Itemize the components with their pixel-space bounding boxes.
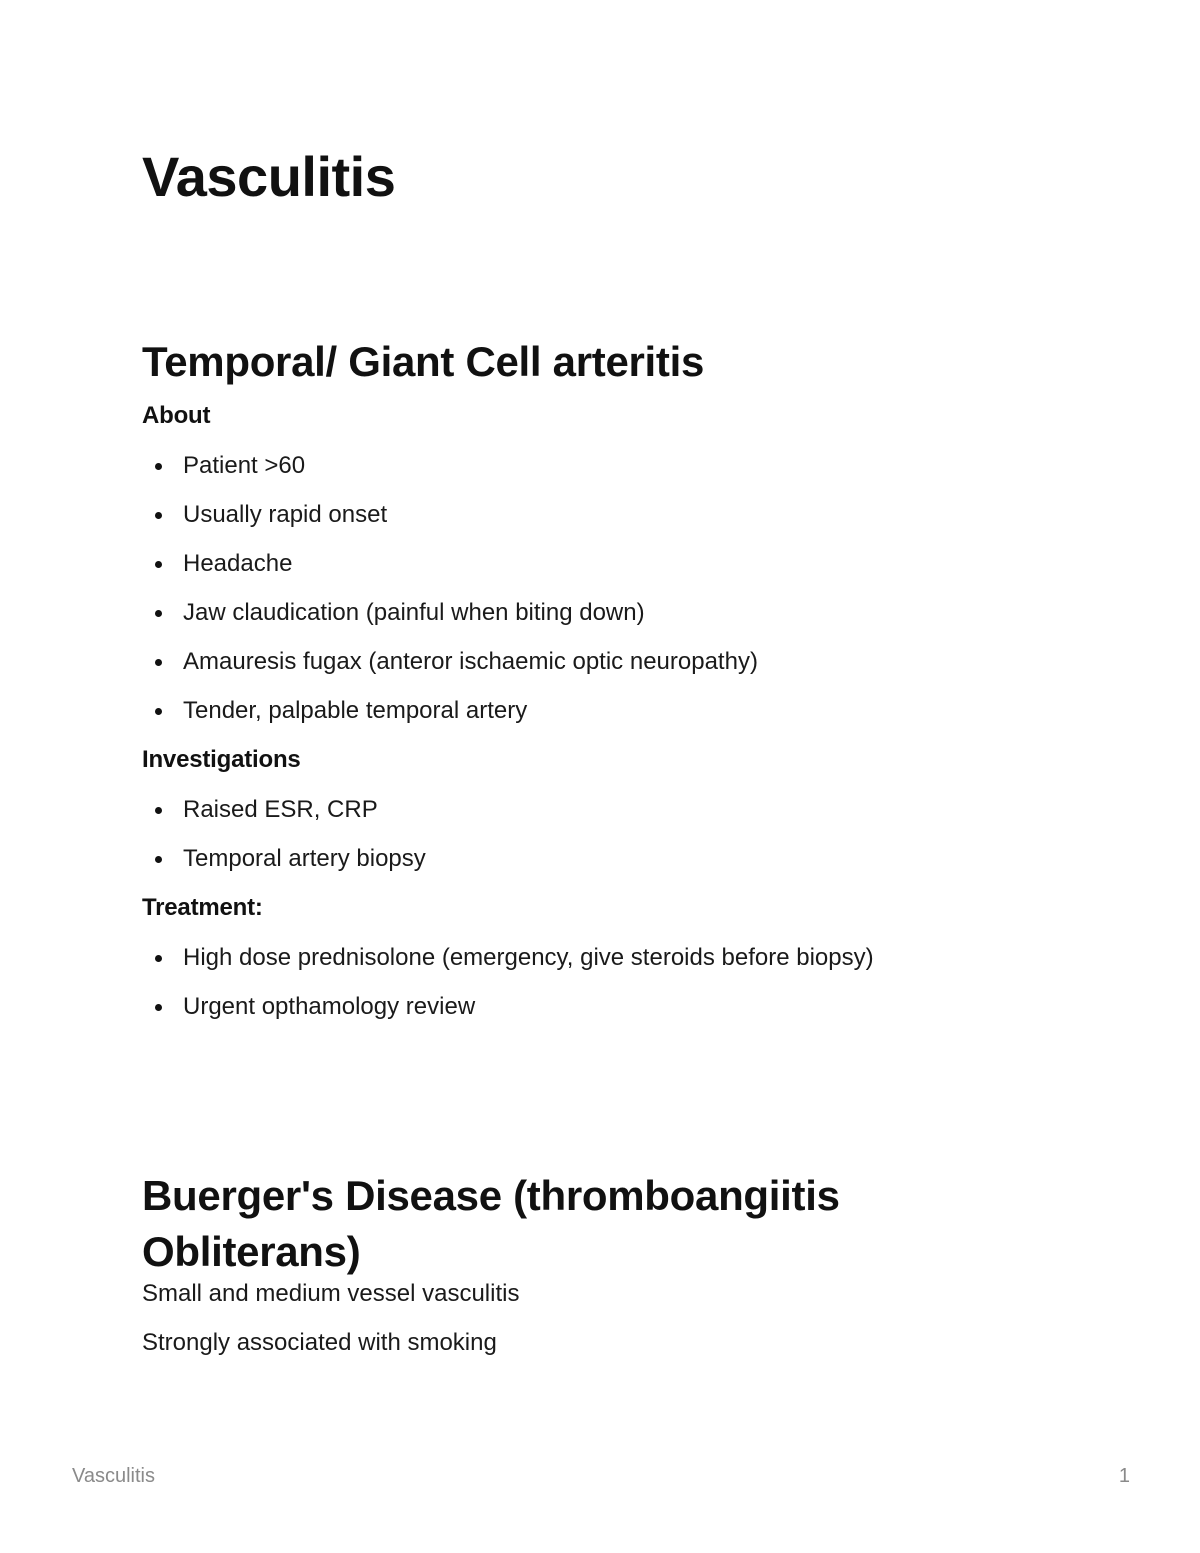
about-list <box>142 450 1102 744</box>
list-item-text: Urgent opthamology review <box>183 993 476 1020</box>
list-item-text: Temporal artery biopsy <box>183 845 426 872</box>
list-item-text: Headache <box>183 550 293 577</box>
list-item <box>142 499 1102 548</box>
list-item <box>142 843 1102 892</box>
footer-document-label: Vasculitis <box>72 1465 155 1487</box>
list-item-text: Raised ESR, CRP <box>183 796 378 823</box>
bullet-icon <box>155 463 162 470</box>
section-temporal-arteritis <box>142 334 1102 1040</box>
treatment-heading: Treatment: <box>142 894 263 921</box>
list-item <box>142 597 1102 646</box>
list-item-text: Tender, palpable temporal artery <box>183 697 528 724</box>
bullet-icon <box>155 512 162 519</box>
list-item-text: Usually rapid onset <box>183 501 388 528</box>
list-item-text: Patient >60 <box>183 452 306 479</box>
bullet-icon <box>155 807 162 814</box>
list-item <box>142 991 1102 1040</box>
treatment-list <box>142 942 1102 1040</box>
paragraph: Strongly associated with smoking <box>142 1329 497 1356</box>
bullet-icon <box>155 856 162 863</box>
list-item <box>142 942 1102 991</box>
list-item-text: High dose prednisolone (emergency, give steroids before biopsy) <box>183 944 874 971</box>
bullet-icon <box>155 561 162 568</box>
list-item <box>142 646 1102 695</box>
section-heading-line-1: Buerger's Disease (thromboangiitis <box>142 1172 840 1219</box>
bullet-icon <box>155 1004 162 1011</box>
section-buergers-disease <box>142 1168 1102 1376</box>
bullet-icon <box>155 659 162 666</box>
list-item <box>142 695 1102 744</box>
about-heading: About <box>142 402 211 429</box>
list-item <box>142 548 1102 597</box>
bullet-icon <box>155 708 162 715</box>
bullet-icon <box>155 610 162 617</box>
list-item <box>142 794 1102 843</box>
section-heading: Temporal/ Giant Cell arteritis <box>142 338 705 385</box>
list-item-text: Amauresis fugax (anteror ischaemic optic neuropathy) <box>183 648 758 675</box>
section-heading-line-2: Obliterans) <box>142 1228 361 1275</box>
page-title: Vasculitis <box>142 145 396 208</box>
investigations-list <box>142 794 1102 892</box>
list-item <box>142 450 1102 499</box>
paragraph: Small and medium vessel vasculitis <box>142 1280 520 1307</box>
footer-page-number: 1 <box>1118 1465 1130 1487</box>
list-item-text: Jaw claudication (painful when biting down) <box>183 599 645 626</box>
bullet-icon <box>155 955 162 962</box>
investigations-heading: Investigations <box>142 746 301 773</box>
